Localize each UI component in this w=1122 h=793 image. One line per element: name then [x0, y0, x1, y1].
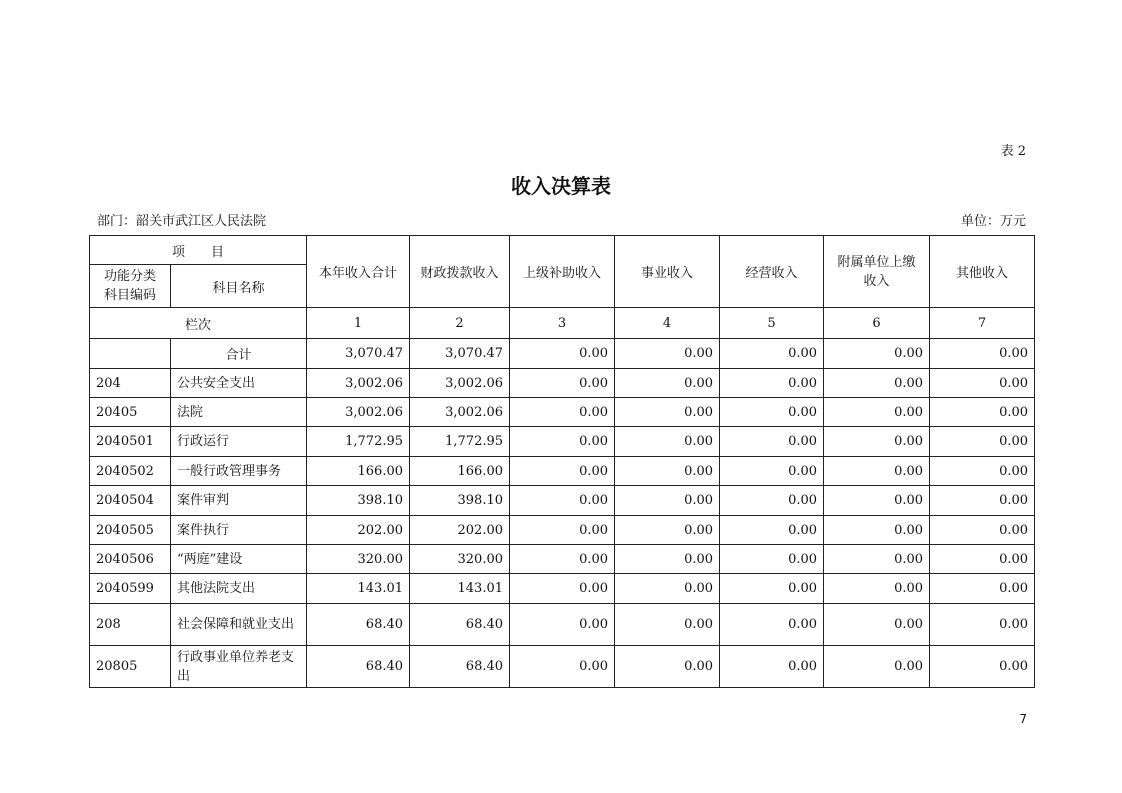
amount-cell: 0.00 — [824, 574, 930, 604]
subject-code: 2040505 — [90, 516, 171, 545]
subject-code: 204 — [90, 369, 171, 398]
subject-code: 20405 — [90, 398, 171, 427]
subject-name: 一般行政管理事务 — [171, 457, 307, 486]
subject-name: 行政运行 — [171, 427, 307, 457]
amount-cell: 0.00 — [930, 516, 1035, 545]
subject-name: 行政事业单位养老支出 — [171, 646, 307, 688]
amount-cell: 68.40 — [307, 604, 410, 646]
amount-cell: 0.00 — [510, 427, 615, 457]
amount-cell: 0.00 — [510, 369, 615, 398]
col-number: 5 — [720, 308, 824, 339]
amount-cell: 0.00 — [510, 574, 615, 604]
amount-cell: 1,772.95 — [410, 427, 510, 457]
amount-cell: 320.00 — [410, 545, 510, 574]
amount-cell: 398.10 — [410, 486, 510, 516]
amount-cell: 0.00 — [824, 486, 930, 516]
col-number: 3 — [510, 308, 615, 339]
col-number: 2 — [410, 308, 510, 339]
total-value: 0.00 — [510, 339, 615, 369]
amount-cell: 320.00 — [307, 545, 410, 574]
amount-cell: 0.00 — [930, 646, 1035, 688]
total-code-cell — [90, 339, 171, 369]
amount-cell: 0.00 — [615, 604, 720, 646]
amount-cell: 0.00 — [615, 398, 720, 427]
amount-cell: 0.00 — [510, 516, 615, 545]
amount-cell: 0.00 — [510, 457, 615, 486]
amount-cell: 0.00 — [615, 574, 720, 604]
amount-cell: 0.00 — [930, 604, 1035, 646]
amount-cell: 143.01 — [307, 574, 410, 604]
amount-cell: 166.00 — [307, 457, 410, 486]
subject-name: 社会保障和就业支出 — [171, 604, 307, 646]
amount-cell: 0.00 — [615, 646, 720, 688]
total-label: 合计 — [171, 339, 307, 369]
total-value: 0.00 — [615, 339, 720, 369]
header-col-1: 本年收入合计 — [307, 236, 410, 308]
amount-cell: 0.00 — [615, 516, 720, 545]
subject-code: 20805 — [90, 646, 171, 688]
amount-cell: 3,002.06 — [410, 369, 510, 398]
amount-cell: 0.00 — [510, 604, 615, 646]
amount-cell: 68.40 — [307, 646, 410, 688]
amount-cell: 143.01 — [410, 574, 510, 604]
table-row — [90, 574, 1035, 604]
amount-cell: 0.00 — [615, 486, 720, 516]
amount-cell: 202.00 — [307, 516, 410, 545]
amount-cell: 0.00 — [720, 427, 824, 457]
amount-cell: 1,772.95 — [307, 427, 410, 457]
amount-cell: 3,002.06 — [307, 398, 410, 427]
amount-cell: 0.00 — [720, 516, 824, 545]
amount-cell: 398.10 — [307, 486, 410, 516]
total-value: 3,070.47 — [307, 339, 410, 369]
table-body — [90, 236, 1035, 688]
header-col-5: 经营收入 — [720, 236, 824, 308]
table-row — [90, 457, 1035, 486]
amount-cell: 0.00 — [720, 646, 824, 688]
page-number: 7 — [1019, 712, 1027, 726]
amount-cell: 68.40 — [410, 604, 510, 646]
table-row — [90, 398, 1035, 427]
table-row — [90, 646, 1035, 688]
table-row — [90, 427, 1035, 457]
amount-cell: 0.00 — [824, 427, 930, 457]
table-number-label: 表 2 — [1000, 144, 1026, 159]
subject-name: 案件审判 — [171, 486, 307, 516]
row-label-cell: 栏次 — [90, 308, 307, 339]
amount-cell: 0.00 — [615, 369, 720, 398]
header-subject-name: 科目名称 — [171, 265, 307, 308]
amount-cell: 0.00 — [615, 427, 720, 457]
amount-cell: 0.00 — [824, 398, 930, 427]
amount-cell: 0.00 — [615, 457, 720, 486]
col-number: 1 — [307, 308, 410, 339]
header-col-2: 财政拨款收入 — [410, 236, 510, 308]
header-col-3: 上级补助收入 — [510, 236, 615, 308]
total-value: 0.00 — [720, 339, 824, 369]
amount-cell: 0.00 — [824, 646, 930, 688]
table-row — [90, 486, 1035, 516]
page-title: 收入决算表 — [511, 174, 611, 198]
amount-cell: 0.00 — [930, 486, 1035, 516]
col-number: 6 — [824, 308, 930, 339]
subject-name: 案件执行 — [171, 516, 307, 545]
header-col-7: 其他收入 — [930, 236, 1035, 308]
subject-code: 208 — [90, 604, 171, 646]
amount-cell: 0.00 — [930, 369, 1035, 398]
amount-cell: 0.00 — [615, 545, 720, 574]
header-func-code: 功能分类 科目编码 — [90, 265, 171, 308]
total-value: 0.00 — [930, 339, 1035, 369]
amount-cell: 0.00 — [930, 574, 1035, 604]
header-item: 项 目 — [90, 236, 307, 265]
amount-cell: 0.00 — [930, 427, 1035, 457]
header-col-6: 附属单位上缴收入 — [824, 236, 930, 308]
total-row — [90, 339, 1035, 369]
amount-cell: 0.00 — [824, 369, 930, 398]
table-row — [90, 545, 1035, 574]
amount-cell: 0.00 — [720, 369, 824, 398]
subject-code: 2040506 — [90, 545, 171, 574]
amount-cell: 0.00 — [824, 457, 930, 486]
subject-code: 2040501 — [90, 427, 171, 457]
col-number: 4 — [615, 308, 720, 339]
subject-name: 其他法院支出 — [171, 574, 307, 604]
amount-cell: 0.00 — [824, 604, 930, 646]
table-row — [90, 604, 1035, 646]
amount-cell: 202.00 — [410, 516, 510, 545]
amount-cell: 0.00 — [930, 545, 1035, 574]
amount-cell: 0.00 — [720, 545, 824, 574]
amount-cell: 0.00 — [930, 398, 1035, 427]
income-table — [89, 235, 1035, 688]
amount-cell: 0.00 — [720, 457, 824, 486]
amount-cell: 0.00 — [510, 398, 615, 427]
amount-cell: 0.00 — [930, 457, 1035, 486]
col-number: 7 — [930, 308, 1035, 339]
amount-cell: 166.00 — [410, 457, 510, 486]
amount-cell: 0.00 — [824, 516, 930, 545]
subject-code: 2040599 — [90, 574, 171, 604]
subject-name: 法院 — [171, 398, 307, 427]
table-row — [90, 369, 1035, 398]
amount-cell: 3,002.06 — [410, 398, 510, 427]
table-row — [90, 516, 1035, 545]
unit-label: 单位：万元 — [960, 214, 1026, 229]
total-value: 3,070.47 — [410, 339, 510, 369]
amount-cell: 0.00 — [720, 398, 824, 427]
amount-cell: 0.00 — [720, 574, 824, 604]
amount-cell: 0.00 — [720, 486, 824, 516]
amount-cell: 0.00 — [824, 545, 930, 574]
amount-cell: 68.40 — [410, 646, 510, 688]
total-value: 0.00 — [824, 339, 930, 369]
amount-cell: 0.00 — [510, 646, 615, 688]
subject-name: “两庭”建设 — [171, 545, 307, 574]
amount-cell: 0.00 — [720, 604, 824, 646]
subject-code: 2040502 — [90, 457, 171, 486]
amount-cell: 0.00 — [510, 545, 615, 574]
amount-cell: 3,002.06 — [307, 369, 410, 398]
amount-cell: 0.00 — [510, 486, 615, 516]
subject-name: 公共安全支出 — [171, 369, 307, 398]
header-col-4: 事业收入 — [615, 236, 720, 308]
department-label: 部门：韶关市武江区人民法院 — [97, 214, 267, 229]
subject-code: 2040504 — [90, 486, 171, 516]
